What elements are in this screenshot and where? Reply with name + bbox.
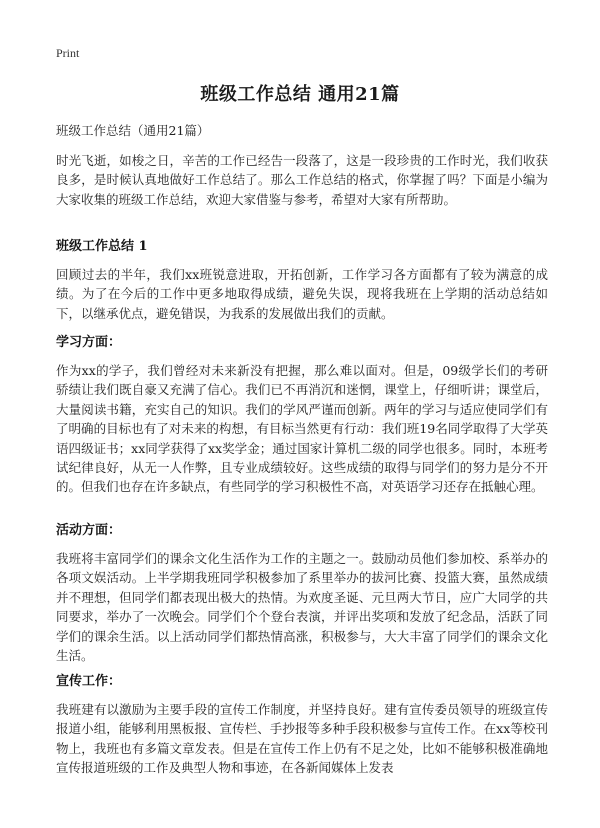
- print-label: Print: [56, 46, 80, 60]
- section-paragraph-publicity: 我班建有以激励为主要手段的宣传工作制度，并坚持良好。建有宣传委员领导的班级宣传报道小组，能够利用黑板报、宣传栏、手抄报等多种手段积极参与宣传工作。在xx等校刊物上，我班也有多篇文章发表。但是在宣传工作上仍有不足之处，比如不能够积极准确地宣传报道班级的工作及典型人物和事迹，在各新闻媒体上发表: [56, 702, 548, 776]
- section-heading-study: 学习方面：: [56, 335, 122, 350]
- document-subtitle: 班级工作总结（通用21篇）: [56, 123, 210, 138]
- section-paragraph-study: 作为xx的学子，我们曾经对未来新没有把握，那么难以面对。但是，09级学长们的考研骄绩让我们既自豪又充满了信心。我们已不再消沉和迷惘，课堂上，仔细听讲；课堂后，大量阅读书籍，充实自己的知识。我们的学风严谨而创新。两年的学习与适应使同学们有了明确的目标也有了对未来的构想，有目标当然更有行动：我们班19名同学取得了大学英语四级证书；xx同学获得了xx奖学金；通过国家计算机二级的同学也很多。同时，本班考试纪律良好，从无一人作弊，且专业成绩较好。这些成绩的取得与同学们的努力是分不开的。但我们也存在许多缺点，有些同学的学习积极性不高，对英语学习还存在抵触心理。: [56, 363, 548, 495]
- section-paragraph-summary-1: 回顾过去的半年，我们xx班锐意进取，开拓创新，工作学习各方面都有了较为满意的成绩。为了在今后的工作中更多地取得成绩，避免失误，现将我班在上学期的活动总结如下，以继承优点，避免错误，为我系的发展做出我们的贡献。: [56, 267, 548, 321]
- section-heading-summary-1: 班级工作总结 1: [56, 239, 148, 254]
- intro-paragraph: 时光飞逝，如梭之日，辛苦的工作已经告一段落了，这是一段珍贵的工作时光，我们收获良多，是时候认真地做好工作总结了。那么工作总结的格式，你掌握了吗？下面是小编为大家收集的班级工作总结，欢迎大家借鉴与参考，希望对大家有所帮助。: [56, 153, 548, 207]
- page-title: 班级工作总结 通用21篇: [200, 84, 400, 105]
- section-paragraph-activities: 我班将丰富同学们的课余文化生活作为工作的主题之一。鼓励动员他们参加校、系举办的各项文娱活动。上半学期我班同学积极参加了系里举办的拔河比赛、投篮大赛，虽然成绩并不理想，但同学们都表现出极大的热情。为欢度圣诞、元旦两大节日，应广大同学的共同要求，举办了一次晚会。同学们个个登台表演，并评出奖项和发放了纪念品，活跃了同学们的课余生活。以上活动同学们都热情高涨，积极参与，大大丰富了同学们的课余文化生活。: [56, 551, 548, 664]
- section-heading-activities: 活动方面：: [56, 523, 122, 538]
- section-heading-publicity: 宣传工作：: [56, 674, 122, 689]
